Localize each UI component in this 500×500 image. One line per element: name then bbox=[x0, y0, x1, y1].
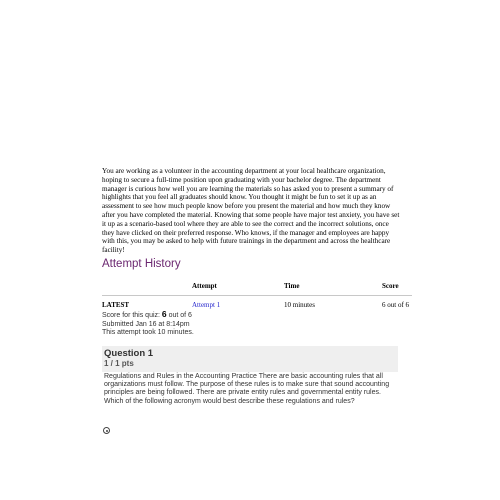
attempt-summary bbox=[102, 310, 194, 338]
submitted-line: Submitted Jan 16 at 8:14pm bbox=[102, 320, 190, 328]
attempt-history-title: Attempt History bbox=[102, 258, 181, 270]
row-label: LATEST bbox=[102, 301, 130, 309]
question-title: Question 1 bbox=[104, 348, 154, 359]
score-line bbox=[102, 310, 194, 321]
header-score: Score bbox=[382, 282, 399, 290]
score-value: 6 bbox=[161, 309, 167, 319]
time-cell: 10 minutes bbox=[284, 301, 315, 309]
duration-line: This attempt took 10 minutes. bbox=[102, 329, 194, 337]
intro-paragraph bbox=[102, 167, 400, 255]
question-text: Regulations and Rules in the Accounting Practice There are basic accounting rules that all organizations must follow. The purpose of these rules is to make sure that sound accounting principles are being followed. There are private entity rules and governmental entity rules. Which of the following acronym would best describe these regulations and rules? bbox=[104, 373, 390, 405]
header-attempt: Attempt bbox=[192, 282, 217, 290]
table-header-row bbox=[102, 280, 412, 296]
header-blank bbox=[102, 280, 192, 296]
question-points: 1 / 1 pts bbox=[104, 359, 134, 368]
score-prefix: Score for this quiz: bbox=[102, 312, 162, 319]
answer-radio-button[interactable] bbox=[103, 427, 110, 434]
question-block bbox=[102, 346, 398, 406]
attempt-cell bbox=[192, 296, 284, 313]
attempt-link[interactable]: Attempt 1 bbox=[192, 301, 221, 309]
intro-text: You are working as a volunteer in the accounting department at your local healthcare organization, hoping to secure a full-time position upon graduating with your bachelor degree. The department manager is curious how well you are learning the materials so has asked you to present a summary of highlights that you feel all graduates should know. You thought it might be fun to set it up as an assessment to see how much people know before you present the material and how much they know after you have completed the material. Knowing that some people have major test anxiety, you have set it up as a scenario-based tool where they are able to see the correct and the incorrect solutions, once they have clicked on their preferred response. Who knows, if the manager and employees are happy with this, you may be asked to help with future trainings in the department and across the healthcare facility! bbox=[102, 167, 400, 255]
question-header bbox=[102, 346, 398, 372]
score-cell: 6 out of 6 bbox=[382, 301, 410, 309]
attempt-history-table bbox=[102, 280, 412, 312]
header-time: Time bbox=[284, 282, 300, 290]
score-suffix: out of 6 bbox=[166, 312, 192, 319]
